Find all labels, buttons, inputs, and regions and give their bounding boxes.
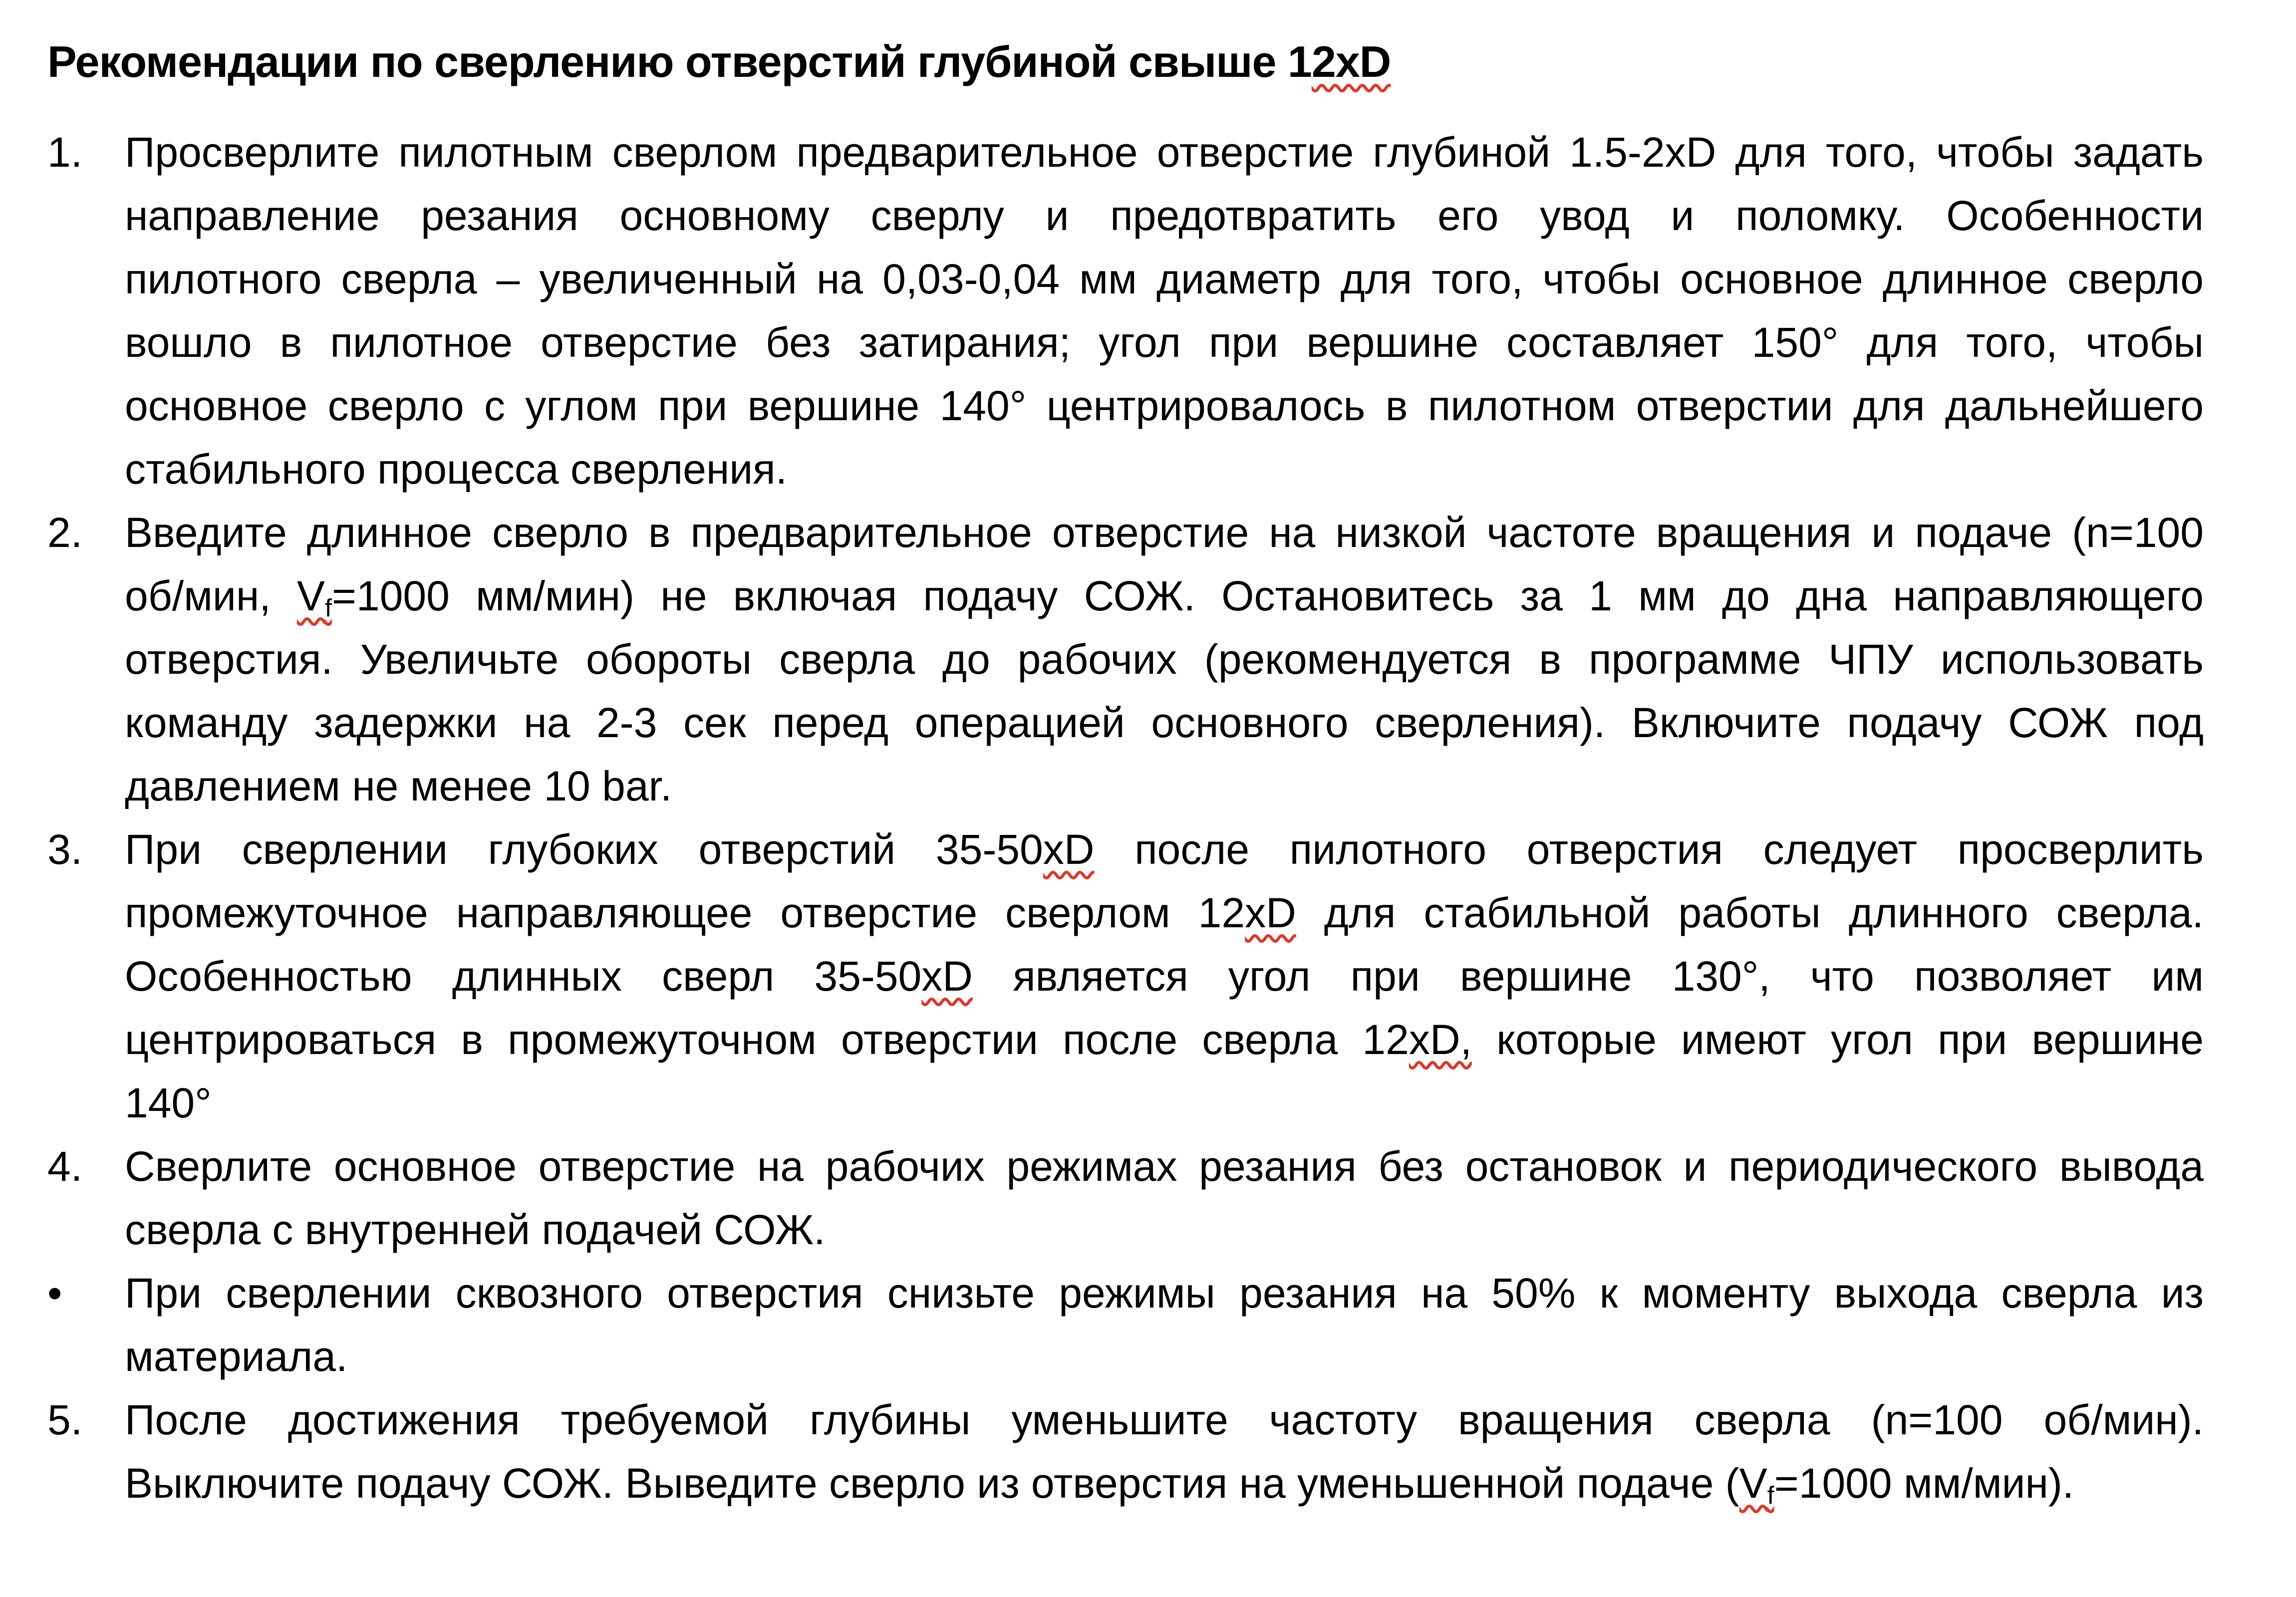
- text-line: [125, 691, 2204, 755]
- text-line: [125, 1135, 2204, 1198]
- bullet-marker: •: [47, 1270, 62, 1317]
- text-run: V: [1739, 1460, 1767, 1507]
- numbered-list-item: [47, 121, 2204, 501]
- text-run: [125, 826, 1043, 873]
- spellcheck-squiggle: [1312, 37, 1391, 86]
- text-run: [125, 699, 2204, 746]
- text-run: [125, 319, 2204, 366]
- spellcheck-squiggle: [296, 572, 332, 622]
- text-run: Особенностью длинных сверл 35-50: [125, 953, 922, 1000]
- text-run: стабильного процесса сверления.: [125, 446, 787, 493]
- text-run: [125, 509, 2204, 556]
- list-item-number: 5.: [47, 1396, 83, 1443]
- text-run: [125, 953, 921, 1000]
- bullet-list-item: [47, 1262, 2204, 1388]
- text-line: [125, 311, 2204, 374]
- text-run: [125, 572, 297, 619]
- text-run: =1000 мм/мин).: [1774, 1460, 2074, 1507]
- text-line: [125, 628, 2204, 691]
- numbered-list: [47, 121, 2204, 1515]
- text-run: При сверлении глубоких отверстий 35-50: [125, 826, 1043, 873]
- list-item-text: [125, 1135, 2204, 1262]
- text-line: [125, 1388, 2204, 1452]
- text-run: [1472, 1016, 2204, 1063]
- text-run: [125, 889, 1245, 936]
- text-line: [125, 755, 2204, 818]
- text-line: [125, 184, 2204, 248]
- text-run: xD,: [1409, 1016, 1472, 1063]
- text-run: [125, 1333, 347, 1380]
- spellcheck-squiggle: [1739, 1460, 1774, 1510]
- text-run: =1000 мм/мин) не включая подачу СОЖ. Остановитесь за 1 мм до дна направляющего: [331, 572, 2204, 619]
- text-run: [125, 1079, 212, 1126]
- list-item-text: [125, 1262, 2204, 1388]
- text-line: [125, 374, 2204, 438]
- text-run: основное сверло с углом при вершине 140° центрировалось в пилотном отверстии для дальнейшего: [125, 382, 2204, 429]
- text-run: 140°: [125, 1079, 212, 1126]
- text-run: [125, 763, 672, 809]
- text-run: об/мин,: [125, 572, 297, 619]
- text-line: [125, 1198, 2204, 1262]
- text-run: после пилотного отверстия следует просверлить: [1094, 826, 2204, 873]
- spellcheck-squiggle: [1043, 826, 1095, 873]
- text-run: [125, 1206, 826, 1253]
- numbered-list-item: [47, 501, 2204, 818]
- text-line: [125, 945, 2204, 1008]
- text-run: [125, 1143, 2204, 1190]
- text-run: [125, 256, 2204, 302]
- list-item-text: [125, 121, 2204, 501]
- text-line: [125, 438, 2204, 501]
- list-item-text: [125, 501, 2204, 818]
- text-run: давлением не менее 10 bar.: [125, 763, 672, 809]
- text-run: которые имеют угол при вершине: [1471, 1016, 2204, 1063]
- text-run: 2xD: [1311, 37, 1391, 86]
- text-run: [125, 192, 2204, 239]
- list-item-number: 2.: [47, 509, 83, 556]
- list-item-number: 3.: [47, 826, 83, 873]
- text-run: материала.: [125, 1333, 348, 1380]
- text-run: Выключите подачу СОЖ. Выведите сверло из отверстия на уменьшенной подаче (: [125, 1460, 1739, 1507]
- text-run: [125, 129, 2204, 176]
- text-run: xD: [921, 953, 973, 1000]
- list-item-text: [125, 1388, 2204, 1515]
- text-run: [332, 572, 2204, 619]
- text-run: команду задержки на 2-3 сек перед операцией основного сверления). Включите подачу СОЖ под: [125, 699, 2204, 746]
- text-run: [1094, 826, 2204, 873]
- text-run: для стабильной работы длинного сверла.: [1296, 889, 2204, 936]
- text-run: xD: [1245, 889, 1296, 936]
- text-run: V: [296, 572, 325, 619]
- text-run: При сверлении сквозного отверстия снизьте режимы резания на 50% к моменту выхода сверла из: [125, 1270, 2204, 1317]
- spellcheck-squiggle: [1409, 1016, 1472, 1063]
- text-run: [125, 1460, 1739, 1507]
- text-line: [125, 248, 2204, 311]
- text-run: [973, 953, 2204, 1000]
- text-line: [125, 881, 2204, 945]
- subscript: f: [1767, 1481, 1774, 1510]
- document-title: [47, 30, 2204, 93]
- numbered-list-item: [47, 1388, 2204, 1515]
- subscript: f: [324, 593, 332, 622]
- text-run: сверла с внутренней подачей СОЖ.: [125, 1206, 826, 1253]
- text-run: xD: [1043, 826, 1095, 873]
- numbered-list-item: [47, 818, 2204, 1135]
- text-run: [47, 37, 1312, 86]
- text-run: центрироваться в промежуточном отверстии после сверла 12: [125, 1016, 1409, 1063]
- text-run: [125, 446, 787, 493]
- spellcheck-squiggle: [1245, 889, 1296, 936]
- text-line: [125, 1071, 2204, 1135]
- text-run: [125, 1016, 1409, 1063]
- text-line: [125, 564, 2204, 628]
- text-line: [125, 501, 2204, 564]
- text-line: [125, 121, 2204, 184]
- text-run: [125, 1270, 2204, 1317]
- list-item-number: 1.: [47, 129, 83, 176]
- text-run: вошло в пилотное отверстие без затирания; угол при вершине составляет 150° для того, чтобы: [125, 319, 2204, 366]
- text-run: Просверлите пилотным сверлом предварительное отверстие глубиной 1.5-2xD для того, чтобы задать: [125, 129, 2204, 176]
- spellcheck-squiggle: [921, 953, 973, 1000]
- list-item-number: 4.: [47, 1143, 83, 1190]
- text-run: Рекомендации по сверлению отверстий глубиной свыше 1: [47, 37, 1312, 86]
- text-line: [125, 1008, 2204, 1071]
- text-run: Сверлите основное отверстие на рабочих режимах резания без остановок и периодического вывода: [125, 1143, 2204, 1190]
- list-item-text: [125, 818, 2204, 1135]
- text-run: [125, 1396, 2204, 1443]
- text-run: Введите длинное сверло в предварительное отверстие на низкой частоте вращения и подаче (n=100: [125, 509, 2204, 556]
- text-run: [125, 636, 2204, 683]
- text-run: После достижения требуемой глубины уменьшите частоту вращения сверла (n=100 об/мин).: [125, 1396, 2204, 1443]
- text-run: пилотного сверла – увеличенный на 0,03-0,04 мм диаметр для того, чтобы основное длинное сверло: [125, 256, 2204, 302]
- text-line: [125, 1452, 2204, 1515]
- text-run: [1296, 889, 2204, 936]
- text-line: [125, 818, 2204, 881]
- text-run: отверстия. Увеличьте обороты сверла до рабочих (рекомендуется в программе ЧПУ использовать: [125, 636, 2204, 683]
- text-line: [125, 1325, 2204, 1388]
- text-run: [1774, 1460, 2074, 1507]
- text-run: промежуточное направляющее отверстие сверлом 12: [125, 889, 1245, 936]
- text-run: направление резания основному сверлу и предотвратить его увод и поломку. Особенности: [125, 192, 2204, 239]
- numbered-list-item: [47, 1135, 2204, 1262]
- text-line: [125, 1262, 2204, 1325]
- text-run: [125, 382, 2204, 429]
- text-run: является угол при вершине 130°, что позволяет им: [972, 953, 2204, 1000]
